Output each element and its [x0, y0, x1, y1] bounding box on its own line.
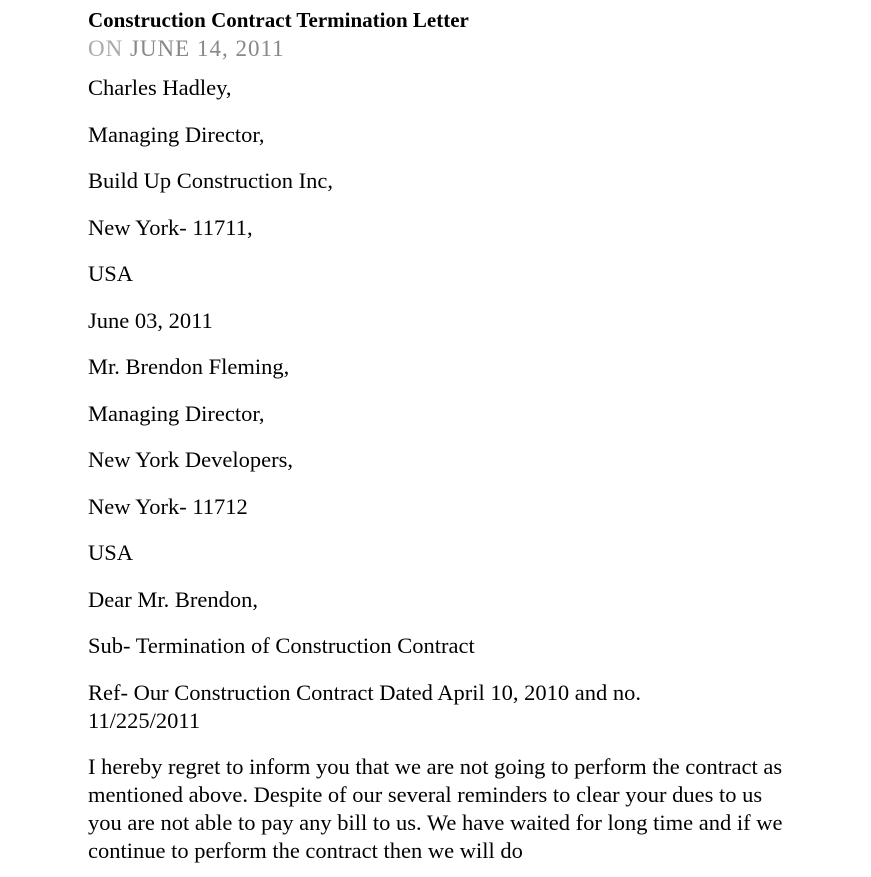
page-title: Construction Contract Termination Letter: [88, 8, 469, 32]
subject: Sub- Termination of Construction Contract: [88, 633, 475, 658]
recipient-city: New York- 11712: [88, 493, 248, 519]
post-date: [88, 34, 788, 64]
date-prefix: ON: [88, 36, 124, 61]
salutation: Dear Mr. Brendon,: [88, 586, 258, 612]
date-value: JUNE 14, 2011: [129, 36, 285, 61]
sender-name: Charles Hadley,: [88, 75, 232, 100]
sender-country: USA: [88, 261, 134, 286]
recipient-name: Mr. Brendon Fleming,: [88, 354, 290, 379]
sender-city: New York- 11711,: [88, 214, 253, 240]
body-paragraph: I hereby regret to inform you that we are not going to perform the contract as mentioned above. Despite of our several reminders to clear your dues to us you are not able to pay any bill to us. We have waited for long time and if we continue to perform the contract then we will do: [88, 754, 783, 863]
reference: Ref- Our Construction Contract Dated April 10, 2010 and no. 11/225/2011: [88, 679, 642, 733]
letter-date: June 03, 2011: [88, 307, 213, 333]
recipient-country: USA: [88, 540, 134, 565]
sender-company: Build Up Construction Inc,: [88, 168, 333, 193]
sender-title: Managing Director,: [88, 121, 265, 147]
recipient-company: New York Developers,: [88, 447, 293, 472]
letter: [88, 6, 788, 865]
recipient-title: Managing Director,: [88, 400, 265, 426]
